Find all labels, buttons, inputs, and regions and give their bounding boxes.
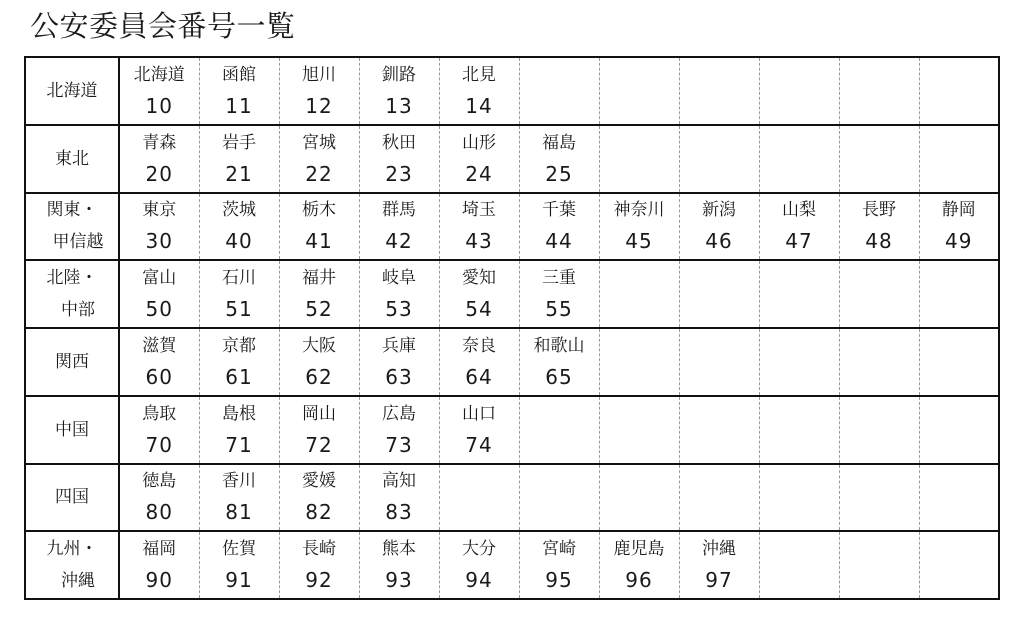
table-row [25, 396, 999, 464]
commission-code: 13 [385, 93, 413, 118]
prefecture-name: 埼玉 [462, 200, 496, 221]
commission-code: 43 [465, 229, 493, 254]
commission-code: 42 [385, 229, 413, 254]
commission-code: 50 [145, 297, 173, 322]
prefecture-cell [279, 531, 359, 599]
commission-code: 21 [225, 161, 253, 186]
commission-code: 49 [945, 229, 973, 254]
prefecture-name: 香川 [222, 471, 256, 492]
prefecture-name: 鳥取 [142, 403, 177, 424]
commission-code: 65 [545, 364, 573, 389]
prefecture-cell [519, 531, 599, 599]
commission-code: 81 [225, 500, 253, 525]
empty-cell [919, 57, 999, 125]
prefecture-name: 佐賀 [222, 539, 256, 560]
table-row [25, 57, 999, 125]
region-label-line: 北陸・ [46, 268, 98, 289]
commission-code: 92 [305, 568, 333, 593]
prefecture-name: 滋賀 [142, 335, 177, 356]
prefecture-cell [279, 396, 359, 464]
commission-code: 82 [305, 500, 333, 525]
prefecture-cell [199, 464, 279, 532]
empty-cell [599, 57, 679, 125]
empty-cell [919, 125, 999, 193]
commission-code: 80 [145, 500, 173, 525]
commission-code: 23 [385, 161, 413, 186]
empty-cell [839, 464, 919, 532]
commission-code: 41 [305, 229, 333, 254]
prefecture-cell [199, 328, 279, 396]
empty-cell [759, 396, 839, 464]
prefecture-cell [839, 193, 919, 261]
page-title: 公安委員会番号一覧 [30, 9, 296, 43]
commission-code: 14 [465, 93, 493, 118]
empty-cell [919, 328, 999, 396]
empty-cell [919, 464, 999, 532]
table-row [25, 193, 999, 261]
prefecture-name: 富山 [142, 268, 177, 289]
prefecture-name: 熊本 [382, 539, 416, 560]
prefecture-name: 北海道 [133, 64, 185, 85]
prefecture-name: 栃木 [302, 200, 336, 221]
prefecture-cell [439, 57, 519, 125]
commission-code: 51 [225, 297, 253, 322]
empty-cell [599, 125, 679, 193]
prefecture-cell [359, 125, 439, 193]
prefecture-cell [199, 260, 279, 328]
prefecture-name: 鹿児島 [613, 539, 665, 560]
prefecture-name: 愛媛 [302, 471, 336, 492]
prefecture-cell [439, 260, 519, 328]
commission-code: 47 [785, 229, 813, 254]
region-label-line: 中国 [55, 419, 89, 440]
prefecture-cell [439, 328, 519, 396]
region-label-line: 九州・ [46, 539, 98, 560]
prefecture-name: 京都 [222, 335, 256, 356]
region-label-line: 甲信越 [52, 232, 104, 253]
commission-code: 74 [465, 432, 493, 457]
prefecture-cell [119, 396, 199, 464]
empty-cell [759, 531, 839, 599]
commission-code: 53 [385, 297, 413, 322]
empty-cell [599, 396, 679, 464]
commission-code: 83 [385, 500, 413, 525]
region-label [25, 125, 119, 193]
commission-code: 10 [145, 93, 173, 118]
prefecture-cell [199, 57, 279, 125]
empty-cell [759, 125, 839, 193]
prefecture-name: 愛知 [462, 268, 496, 289]
region-label [25, 396, 119, 464]
region-label [25, 57, 119, 125]
region-label [25, 464, 119, 532]
region-label-line: 関西 [55, 351, 89, 372]
region-label [25, 531, 119, 599]
prefecture-cell [519, 328, 599, 396]
prefecture-name: 新潟 [702, 200, 736, 221]
prefecture-name: 釧路 [382, 64, 416, 85]
prefecture-cell [679, 531, 759, 599]
table-row [25, 260, 999, 328]
empty-cell [439, 464, 519, 532]
commission-code: 46 [705, 229, 733, 254]
prefecture-cell [279, 57, 359, 125]
commission-code: 70 [145, 432, 173, 457]
commission-code: 45 [625, 229, 653, 254]
prefecture-cell [119, 125, 199, 193]
commission-code: 64 [465, 364, 493, 389]
empty-cell [519, 57, 599, 125]
prefecture-cell [119, 260, 199, 328]
prefecture-name: 奈良 [462, 335, 496, 356]
prefecture-name: 茨城 [222, 200, 256, 221]
prefecture-cell [679, 193, 759, 261]
region-label [25, 260, 119, 328]
commission-code: 96 [625, 568, 653, 593]
prefecture-name: 福岡 [142, 539, 177, 560]
empty-cell [599, 260, 679, 328]
prefecture-cell [119, 193, 199, 261]
prefecture-cell [119, 531, 199, 599]
prefecture-cell [439, 531, 519, 599]
prefecture-name: 神奈川 [613, 200, 665, 221]
prefecture-cell [199, 125, 279, 193]
prefecture-name: 長崎 [302, 539, 336, 560]
prefecture-name: 和歌山 [533, 335, 585, 356]
commission-code: 11 [225, 93, 253, 118]
prefecture-cell [199, 193, 279, 261]
prefecture-name: 広島 [382, 403, 416, 424]
commission-code: 60 [145, 364, 173, 389]
prefecture-cell [119, 328, 199, 396]
prefecture-cell [359, 464, 439, 532]
commission-code: 97 [705, 568, 733, 593]
table-row [25, 531, 999, 599]
prefecture-cell [599, 193, 679, 261]
empty-cell [759, 464, 839, 532]
prefecture-name: 長野 [862, 200, 896, 221]
empty-cell [919, 260, 999, 328]
region-label-line: 北海道 [46, 80, 98, 101]
prefecture-cell [279, 464, 359, 532]
region-label [25, 193, 119, 261]
commission-code: 94 [465, 568, 493, 593]
commission-code: 93 [385, 568, 413, 593]
prefecture-cell [519, 260, 599, 328]
commission-code: 95 [545, 568, 573, 593]
prefecture-name: 岩手 [222, 132, 256, 153]
empty-cell [519, 396, 599, 464]
commission-code: 22 [305, 161, 333, 186]
prefecture-cell [439, 193, 519, 261]
prefecture-name: 山形 [462, 132, 496, 153]
empty-cell [839, 531, 919, 599]
commission-code: 62 [305, 364, 333, 389]
prefecture-name: 宮崎 [542, 539, 576, 560]
prefecture-cell [359, 193, 439, 261]
prefecture-name: 福井 [302, 268, 336, 289]
empty-cell [679, 125, 759, 193]
prefecture-name: 函館 [222, 64, 256, 85]
commission-code: 24 [465, 161, 493, 186]
prefecture-name: 北見 [462, 64, 496, 85]
prefecture-cell [359, 328, 439, 396]
table-row [25, 125, 999, 193]
region-label [25, 328, 119, 396]
region-label-line: 中部 [61, 300, 95, 321]
commission-code: 91 [225, 568, 253, 593]
empty-cell [679, 328, 759, 396]
prefecture-cell [519, 193, 599, 261]
prefecture-name: 東京 [142, 200, 177, 221]
prefecture-name: 福島 [542, 132, 576, 153]
prefecture-name: 山梨 [782, 200, 816, 221]
commission-code: 48 [865, 229, 893, 254]
empty-cell [919, 396, 999, 464]
commission-code: 72 [305, 432, 333, 457]
commission-code: 12 [305, 93, 333, 118]
prefecture-name: 大分 [462, 539, 496, 560]
prefecture-cell [279, 260, 359, 328]
prefecture-cell [199, 396, 279, 464]
empty-cell [839, 328, 919, 396]
empty-cell [679, 260, 759, 328]
prefecture-cell [359, 531, 439, 599]
commission-code: 90 [145, 568, 173, 593]
empty-cell [839, 57, 919, 125]
prefecture-cell [359, 396, 439, 464]
prefecture-name: 群馬 [382, 200, 416, 221]
empty-cell [759, 260, 839, 328]
prefecture-name: 旭川 [302, 64, 336, 85]
empty-cell [759, 57, 839, 125]
prefecture-name: 兵庫 [382, 335, 416, 356]
prefecture-name: 島根 [222, 403, 256, 424]
empty-cell [519, 464, 599, 532]
empty-cell [679, 396, 759, 464]
empty-cell [839, 260, 919, 328]
empty-cell [679, 464, 759, 532]
prefecture-cell [119, 57, 199, 125]
prefecture-name: 岐阜 [382, 268, 416, 289]
prefecture-cell [439, 396, 519, 464]
commission-code: 55 [545, 297, 573, 322]
region-label-line: 東北 [55, 148, 89, 169]
commission-code: 52 [305, 297, 333, 322]
region-label-line: 沖縄 [61, 571, 95, 592]
prefecture-cell [119, 464, 199, 532]
commission-code: 61 [225, 364, 253, 389]
prefecture-cell [279, 193, 359, 261]
commission-code: 63 [385, 364, 413, 389]
empty-cell [759, 328, 839, 396]
table-row [25, 328, 999, 396]
commission-code: 40 [225, 229, 253, 254]
commission-code: 25 [545, 161, 573, 186]
prefecture-name: 高知 [382, 471, 416, 492]
prefecture-name: 静岡 [941, 200, 976, 221]
prefecture-name: 宮城 [302, 132, 336, 153]
prefecture-cell [199, 531, 279, 599]
empty-cell [679, 57, 759, 125]
prefecture-name: 三重 [542, 268, 576, 289]
prefecture-cell [919, 193, 999, 261]
prefecture-name: 大阪 [302, 335, 336, 356]
prefecture-name: 沖縄 [702, 539, 736, 560]
prefecture-cell [519, 125, 599, 193]
prefecture-name: 岡山 [302, 403, 336, 424]
empty-cell [599, 328, 679, 396]
prefecture-name: 石川 [222, 268, 256, 289]
prefecture-cell [279, 125, 359, 193]
prefecture-cell [599, 531, 679, 599]
prefecture-cell [439, 125, 519, 193]
commission-code: 44 [545, 229, 573, 254]
empty-cell [839, 396, 919, 464]
prefecture-cell [359, 260, 439, 328]
table-row [25, 464, 999, 532]
empty-cell [599, 464, 679, 532]
prefecture-name: 青森 [142, 132, 177, 153]
empty-cell [919, 531, 999, 599]
prefecture-name: 徳島 [142, 471, 177, 492]
empty-cell [839, 125, 919, 193]
prefecture-cell [759, 193, 839, 261]
prefecture-name: 千葉 [542, 200, 576, 221]
commission-code: 20 [145, 161, 173, 186]
commission-code: 73 [385, 432, 413, 457]
commission-code-table [24, 56, 1000, 600]
prefecture-cell [279, 328, 359, 396]
region-label-line: 関東・ [46, 200, 98, 221]
prefecture-name: 秋田 [382, 132, 416, 153]
commission-code: 30 [145, 229, 173, 254]
commission-code: 54 [465, 297, 493, 322]
prefecture-cell [359, 57, 439, 125]
commission-code: 71 [225, 432, 253, 457]
region-label-line: 四国 [55, 487, 89, 508]
prefecture-name: 山口 [462, 403, 496, 424]
